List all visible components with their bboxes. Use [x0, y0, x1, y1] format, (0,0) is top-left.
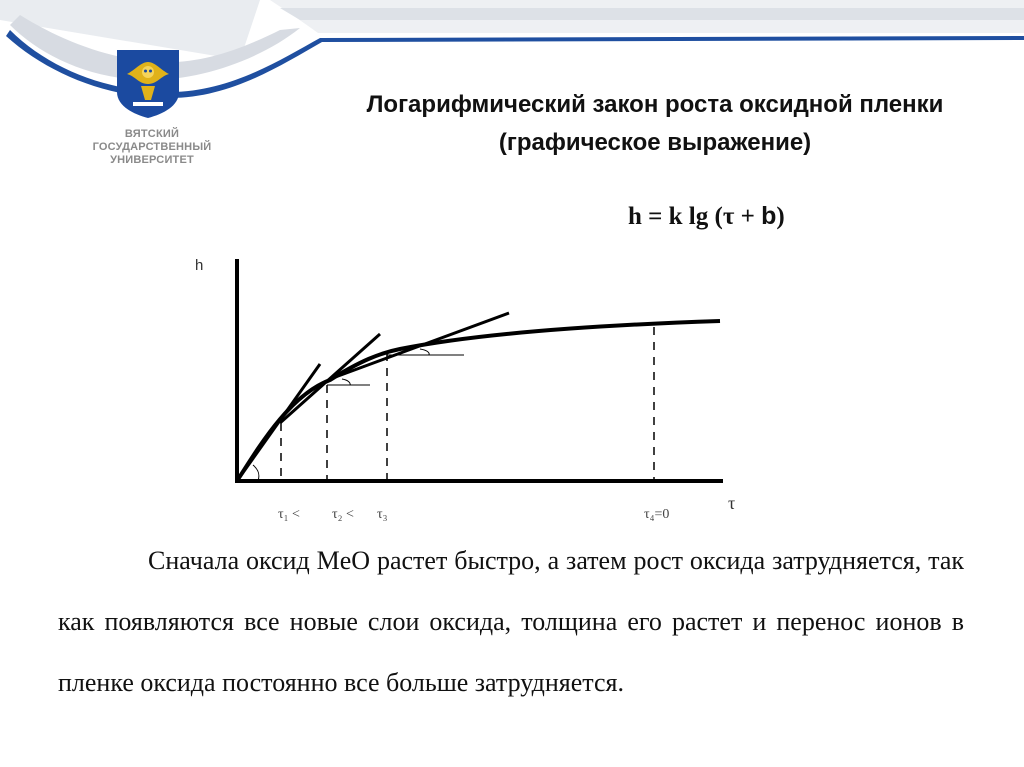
- university-name-line: ВЯТСКИЙ: [124, 128, 180, 140]
- university-name-line: УНИВЕРСИТЕТ: [110, 154, 194, 166]
- y-axis-label: h: [195, 257, 204, 274]
- tick-label-t1: τ₁ <: [278, 507, 300, 522]
- angle-arc: [253, 465, 259, 481]
- tick-label-t2: τ₂ <: [332, 507, 354, 522]
- formula: [628, 202, 785, 231]
- formula-main: h = k lg (τ +: [628, 203, 762, 230]
- university-crest-icon: [115, 48, 181, 120]
- body-paragraph: Сначала оксид MeO растет быстро, а затем рост оксида затрудняется, так как появляются все новые слои оксида, толщина его растет и перенос ионов в пленке оксида постоянно все больше затрудняется.: [58, 546, 964, 697]
- university-name: [82, 128, 222, 167]
- tangent-line-3: [330, 313, 509, 379]
- growth-curve: [237, 321, 720, 481]
- tangent-line-1: [237, 364, 320, 481]
- oxide-growth-graph: [180, 245, 760, 535]
- formula-b: b: [761, 202, 777, 230]
- university-name-line: ГОСУДАРСТВЕННЫЙ: [92, 141, 212, 153]
- slide-title: Логарифмический закон роста оксидной пленки (графическое выражение): [366, 91, 944, 156]
- formula-close: ): [776, 203, 785, 230]
- tick-label-t3: τ₃: [377, 507, 388, 522]
- angle-arc: [342, 379, 350, 385]
- x-axis-label: τ: [728, 493, 736, 513]
- tick-label-t4: τ₄=0: [644, 507, 670, 522]
- angle-arc: [420, 349, 429, 355]
